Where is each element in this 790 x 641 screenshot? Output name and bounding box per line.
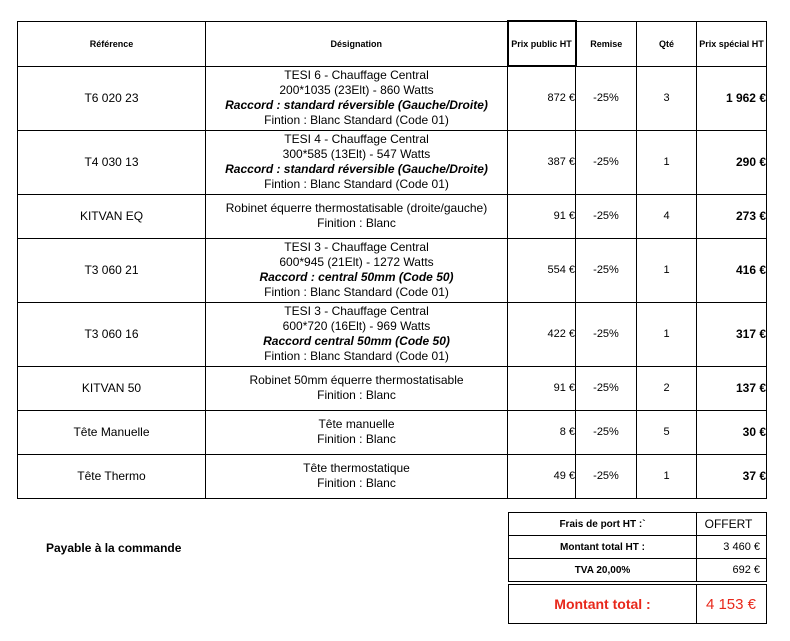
row-qty: 1 [637, 454, 697, 498]
header-row [18, 21, 767, 66]
row-qty: 1 [637, 302, 697, 366]
designation-line: TESI 3 - Chauffage Central [284, 240, 429, 254]
shipping-value: OFFERT [697, 513, 767, 536]
table-row [18, 302, 767, 366]
row-special-price: 416 € [697, 238, 767, 302]
table-row [18, 454, 767, 498]
row-designation [206, 194, 508, 238]
designation-line: Robinet équerre thermostatisable (droite/gauche) [225, 201, 488, 215]
designation-line: Raccord central 50mm (Code 50) [263, 334, 450, 348]
grand-total-label: Montant total : [509, 585, 697, 624]
row-designation [206, 410, 508, 454]
row-reference: T3 060 21 [18, 238, 206, 302]
vat-label: TVA 20,00% [509, 559, 697, 582]
header-discount: Remise [576, 21, 637, 66]
table-row [18, 130, 767, 194]
designation-line: Fintion : Blanc Standard (Code 01) [264, 349, 449, 363]
row-designation [206, 66, 508, 130]
row-qty: 2 [637, 366, 697, 410]
row-public-price: 387 € [508, 130, 576, 194]
row-public-price: 91 € [508, 366, 576, 410]
shipping-row [509, 513, 767, 536]
row-public-price: 49 € [508, 454, 576, 498]
row-public-price: 91 € [508, 194, 576, 238]
row-qty: 4 [637, 194, 697, 238]
table-row [18, 194, 767, 238]
row-discount: -25% [576, 66, 637, 130]
header-qty: Qté [637, 21, 697, 66]
designation-line: Raccord : central 50mm (Code 50) [259, 270, 454, 284]
table-row [18, 238, 767, 302]
designation-line: Fintion : Blanc Standard (Code 01) [264, 285, 449, 299]
row-reference: T6 020 23 [18, 66, 206, 130]
row-special-price: 1 962 € [697, 66, 767, 130]
row-public-price: 8 € [508, 410, 576, 454]
grand-total-row [509, 585, 767, 624]
designation-line: Finition : Blanc [317, 432, 396, 446]
payment-terms: Payable à la commande [46, 541, 182, 555]
grand-total-value: 4 153 € [697, 585, 767, 624]
row-special-price: 30 € [697, 410, 767, 454]
total-ht-row [509, 536, 767, 559]
designation-line: Raccord : standard réversible (Gauche/Droite) [225, 162, 488, 176]
vat-value: 692 € [697, 559, 767, 582]
row-discount: -25% [576, 410, 637, 454]
designation-line: Fintion : Blanc Standard (Code 01) [264, 113, 449, 127]
row-reference: KITVAN 50 [18, 366, 206, 410]
table-row [18, 410, 767, 454]
totals-table [508, 512, 767, 624]
row-designation [206, 366, 508, 410]
row-special-price: 37 € [697, 454, 767, 498]
row-public-price: 554 € [508, 238, 576, 302]
quote-table [17, 20, 767, 499]
table-row [18, 366, 767, 410]
row-designation [206, 302, 508, 366]
header-special-price: Prix spécial HT [697, 21, 767, 66]
designation-line: Tête manuelle [318, 417, 395, 431]
row-special-price: 137 € [697, 366, 767, 410]
designation-line: 600*945 (21Elt) - 1272 Watts [279, 255, 434, 269]
row-designation [206, 454, 508, 498]
designation-line: Finition : Blanc [317, 216, 396, 230]
row-reference: Tête Thermo [18, 454, 206, 498]
designation-line: Tête thermostatique [303, 461, 410, 475]
row-discount: -25% [576, 194, 637, 238]
designation-line: 300*585 (13Elt) - 547 Watts [282, 147, 431, 161]
row-discount: -25% [576, 238, 637, 302]
row-qty: 3 [637, 66, 697, 130]
row-public-price: 872 € [508, 66, 576, 130]
row-reference: Tête Manuelle [18, 410, 206, 454]
designation-line: 200*1035 (23Elt) - 860 Watts [279, 83, 434, 97]
row-designation [206, 238, 508, 302]
header-public-price: Prix public HT [508, 21, 576, 66]
vat-row [509, 559, 767, 582]
row-public-price: 422 € [508, 302, 576, 366]
total-ht-value: 3 460 € [697, 536, 767, 559]
row-discount: -25% [576, 130, 637, 194]
designation-line: TESI 6 - Chauffage Central [284, 68, 429, 82]
row-reference: KITVAN EQ [18, 194, 206, 238]
shipping-label: Frais de port HT :` [509, 513, 697, 536]
row-special-price: 273 € [697, 194, 767, 238]
total-ht-label: Montant total HT : [509, 536, 697, 559]
row-reference: T3 060 16 [18, 302, 206, 366]
row-discount: -25% [576, 366, 637, 410]
designation-line: Finition : Blanc [317, 476, 396, 490]
row-qty: 5 [637, 410, 697, 454]
header-reference: Référence [18, 21, 206, 66]
designation-line: Raccord : standard réversible (Gauche/Droite) [225, 98, 488, 112]
designation-line: Finition : Blanc [317, 388, 396, 402]
row-special-price: 317 € [697, 302, 767, 366]
table-row [18, 66, 767, 130]
row-designation [206, 130, 508, 194]
designation-line: Robinet 50mm équerre thermostatisable [249, 373, 464, 387]
row-discount: -25% [576, 454, 637, 498]
header-designation: Désignation [206, 21, 508, 66]
row-qty: 1 [637, 130, 697, 194]
row-reference: T4 030 13 [18, 130, 206, 194]
row-qty: 1 [637, 238, 697, 302]
row-discount: -25% [576, 302, 637, 366]
designation-line: TESI 4 - Chauffage Central [284, 132, 429, 146]
designation-line: Fintion : Blanc Standard (Code 01) [264, 177, 449, 191]
designation-line: 600*720 (16Elt) - 969 Watts [282, 319, 431, 333]
row-special-price: 290 € [697, 130, 767, 194]
designation-line: TESI 3 - Chauffage Central [284, 304, 429, 318]
